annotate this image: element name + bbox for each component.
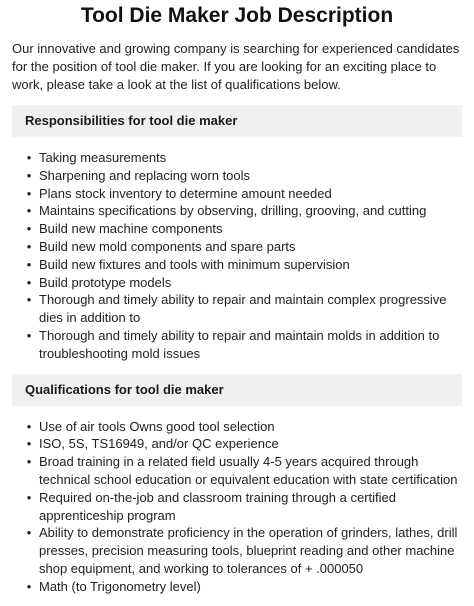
list-item-text: Sharpening and replacing worn tools [39, 167, 251, 183]
list-item [24, 202, 462, 220]
list-item [24, 524, 462, 577]
bullet-icon: • [26, 525, 32, 541]
bullet-icon: • [26, 203, 32, 219]
bullet-icon: • [26, 274, 32, 290]
intro-paragraph: Our innovative and growing company is searching for experienced candidates for the position of tool die maker. If you are looking for an exciting place to work, please take a look at the list of qualifications below. [12, 41, 460, 92]
list-item-text: Math (to Trigonometry level) [39, 578, 201, 594]
list-item [24, 256, 462, 274]
bullet-icon: • [26, 221, 32, 237]
bullet-icon: • [26, 578, 32, 594]
list-item-text: Build prototype models [39, 274, 172, 290]
list-item-text: Thorough and timely ability to repair and maintain molds in addition to troubleshooting mold issues [39, 327, 440, 361]
list-item-text: Required on-the-job and classroom training through a certified apprenticeship program [39, 489, 396, 523]
list-item [24, 418, 462, 436]
bullet-icon: • [26, 454, 32, 470]
list-item [24, 274, 462, 292]
bullet-icon: • [26, 418, 32, 434]
qualifications-heading: Qualifications for tool die maker [12, 374, 462, 406]
list-item [24, 453, 462, 489]
bullet-icon: • [26, 292, 32, 308]
responsibilities-heading: Responsibilities for tool die maker [12, 105, 462, 137]
bullet-icon: • [26, 327, 32, 343]
bullet-icon: • [26, 238, 32, 254]
list-item [24, 167, 462, 185]
list-item [24, 578, 462, 596]
list-item [24, 149, 462, 167]
list-item-text: Plans stock inventory to determine amount needed [39, 185, 332, 201]
list-item-text: Build new mold components and spare parts [39, 238, 296, 254]
bullet-icon: • [26, 150, 32, 165]
list-item [24, 327, 462, 363]
list-item-text: Build new machine components [39, 221, 223, 237]
page-title: Tool Die Maker Job Description [80, 4, 394, 27]
list-item-text: Ability to demonstrate proficiency in the operation of grinders, lathes, drill presses, precision measuring tools, blueprint reading and other machine shop equipment, and working to tolerances of + .000050 [39, 525, 458, 576]
list-item [24, 185, 462, 203]
list-item-text: Taking measurements [39, 150, 167, 165]
responsibilities-list [12, 149, 462, 363]
list-item-text: Use of air tools Owns good tool selection [39, 418, 275, 434]
qualifications-list [12, 418, 462, 596]
list-item-text: Build new fixtures and tools with minimum supervision [39, 256, 350, 272]
bullet-icon: • [26, 185, 32, 201]
list-item [24, 291, 462, 327]
bullet-icon: • [26, 436, 32, 452]
list-item [24, 489, 462, 525]
list-item-text: ISO, 5S, TS16949, and/or QC experience [39, 436, 279, 452]
bullet-icon: • [26, 256, 32, 272]
list-item-text: Maintains specifications by observing, drilling, grooving, and cutting [39, 203, 427, 219]
list-item [24, 238, 462, 256]
list-item [24, 435, 462, 453]
list-item [24, 220, 462, 238]
list-item-text: Thorough and timely ability to repair and maintain complex progressive dies in addition to [39, 292, 447, 326]
bullet-icon: • [26, 489, 32, 505]
bullet-icon: • [26, 167, 32, 183]
list-item-text: Broad training in a related field usually 4-5 years acquired through technical school education or equivalent education with state certification [39, 454, 458, 487]
